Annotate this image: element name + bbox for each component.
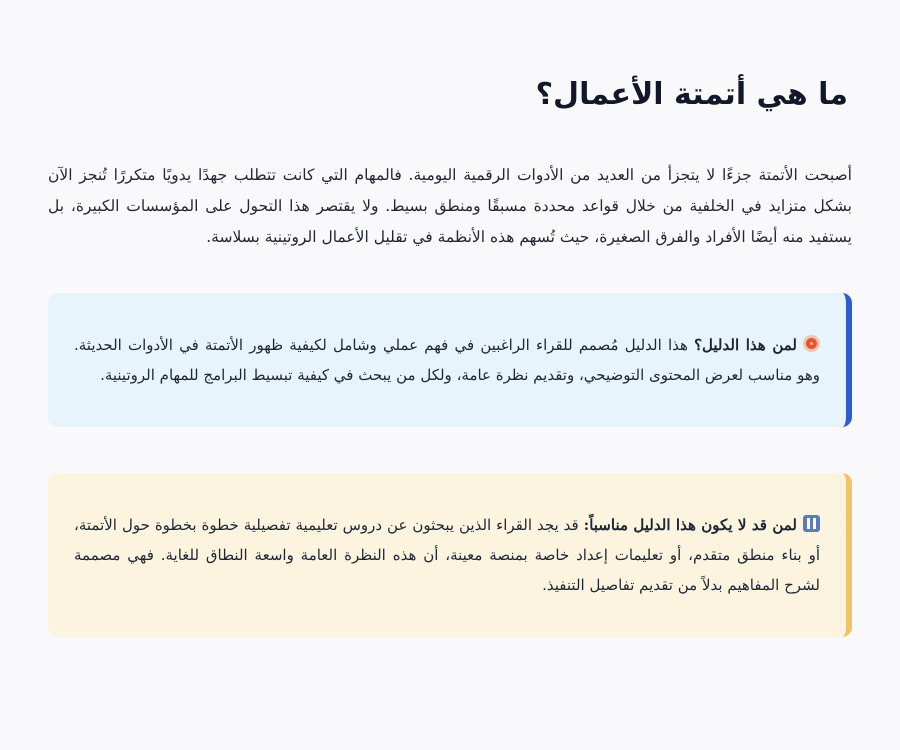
intro-paragraph: أصبحت الأتمتة جزءًا لا يتجزأ من العديد من الأدوات الرقمية اليومية. فالمهام التي كانت تتطلب جهدًا يدويًا متكررًا تُنجز الآن بشكل متزايد في الخلفية من خلال قواعد محددة مسبقًا ومنطق بسيط. ولا يقتصر هذا التحول على المؤسسات الكبيرة، بل يستفيد منه أيضًا الأفراد والفرق الصغيرة، حيث تُسهم هذه الأنظمة في تقليل الأعمال الروتينية بسلاسة. xyxy=(48,166,852,246)
target-icon xyxy=(803,335,820,352)
pause-icon xyxy=(803,515,820,532)
callout-not-for xyxy=(48,473,852,637)
callout-audience-body: هذا الدليل مُصمم للقراء الراغبين في فهم عملي وشامل لكيفية ظهور الأتمتة في الأدوات الحديثة. وهو مناسب لعرض المحتوى التوضيحي، وتقديم نظرة عامة، ولكل من يبحث في كيفية تبسيط البرامج للمهام الروتينية. xyxy=(74,336,820,384)
callout-audience-lead: لمن هذا الدليل؟ xyxy=(694,336,797,354)
callout-audience-text xyxy=(74,330,820,390)
callout-not-for-body: قد يجد القراء الذين يبحثون عن دروس تعليمية تفصيلية خطوة بخطوة حول الأتمتة، أو بناء منطق متقدم، أو تعليمات إعداد خاصة بمنصة معينة، أن هذه النظرة العامة واسعة النطاق للغاية. فهي مصممة لشرح المفاهيم بدلاً من تقديم تفاصيل التنفيذ. xyxy=(74,516,820,594)
callout-not-for-lead: لمن قد لا يكون هذا الدليل مناسباً: xyxy=(583,516,798,534)
callout-not-for-text xyxy=(74,510,820,600)
callout-audience xyxy=(48,293,852,427)
page-title: ما هي أتمتة الأعمال؟ xyxy=(535,77,848,112)
